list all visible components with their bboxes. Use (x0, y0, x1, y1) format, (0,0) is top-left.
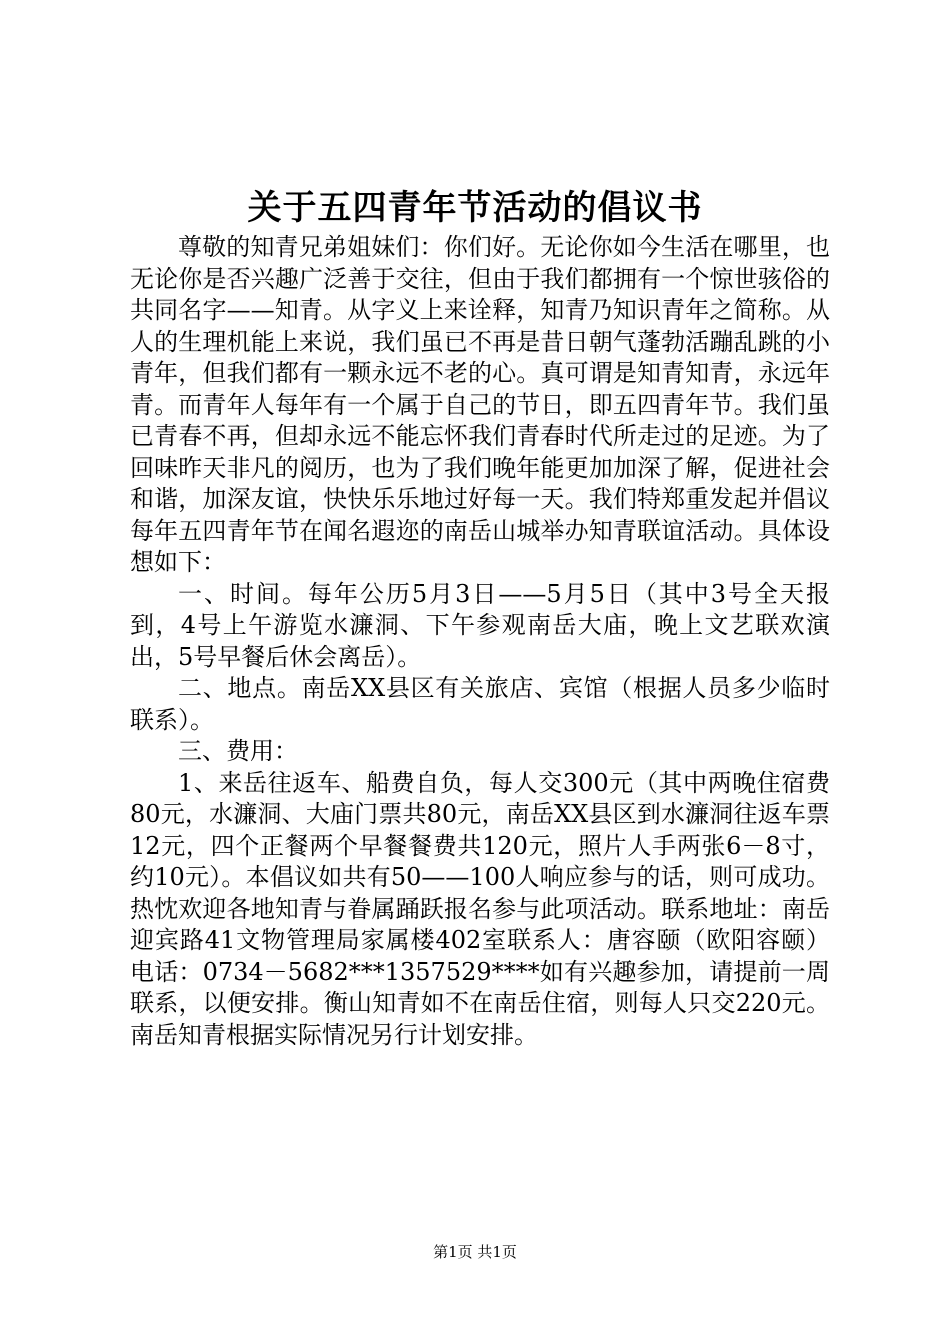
paragraph-fees-detail: 1、来岳往返车、船费自负，每人交300元（其中两晚住宿费80元，水濂洞、大庙门票共80元，南岳XX县区到水濂洞往返车票12元，四个正餐两个早餐餐费共120元，照片人手两张6－8寸，约10元）。本倡议如共有50——100人响应参与的话，则可成功。热忱欢迎各地知青与眷属踊跃报名参与此项活动。联系地址：南岳迎宾路41文物管理局家属楼402室联系人：唐容颐（欧阳容颐）电话：0734－5682***1357529****如有兴趣参加，请提前一周联系，以便安排。衡山知青如不在南岳住宿，则每人只交220元。南岳知青根据实际情况另行计划安排。 (130, 768, 830, 1049)
document-body (130, 232, 830, 1051)
paragraph-greeting: 尊敬的知青兄弟姐妹们：你们好。无论你如今生活在哪里，也无论你是否兴趣广泛善于交往，但由于我们都拥有一个惊世骇俗的共同名字——知青。从字义上来诠释，知青乃知识青年之简称。从人的生理机能上来说，我们虽已不再是昔日朝气蓬勃活蹦乱跳的小青年，但我们都有一颗永远不老的心。真可谓是知青知青，永远年青。而青年人每年有一个属于自己的节日，即五四青年节。我们虽已青春不再，但却永远不能忘怀我们青春时代所走过的足迹。为了回味昨天非凡的阅历，也为了我们晚年能更加加深了解，促进社会和谐，加深友谊，快快乐乐地过好每一天。我们特郑重发起并倡议每年五四青年节在闻名遐迩的南岳山城举办知青联谊活动。具体设想如下： (130, 233, 830, 576)
paragraph-fees-heading: 三、费用： (178, 737, 298, 765)
paragraph-time: 一、时间。每年公历5月3日——5月5日（其中3号全天报到，4号上午游览水濂洞、下午参观南岳大庙，晚上文艺联欢演出，5号早餐后休会离岳）。 (130, 579, 830, 671)
paragraph-location: 二、地点。南岳XX县区有关旅店、宾馆（根据人员多少临时联系）。 (130, 674, 830, 734)
document-title: 关于五四青年节活动的倡议书 (247, 188, 703, 228)
page-footer: 第1页 共1页 (433, 1243, 517, 1261)
